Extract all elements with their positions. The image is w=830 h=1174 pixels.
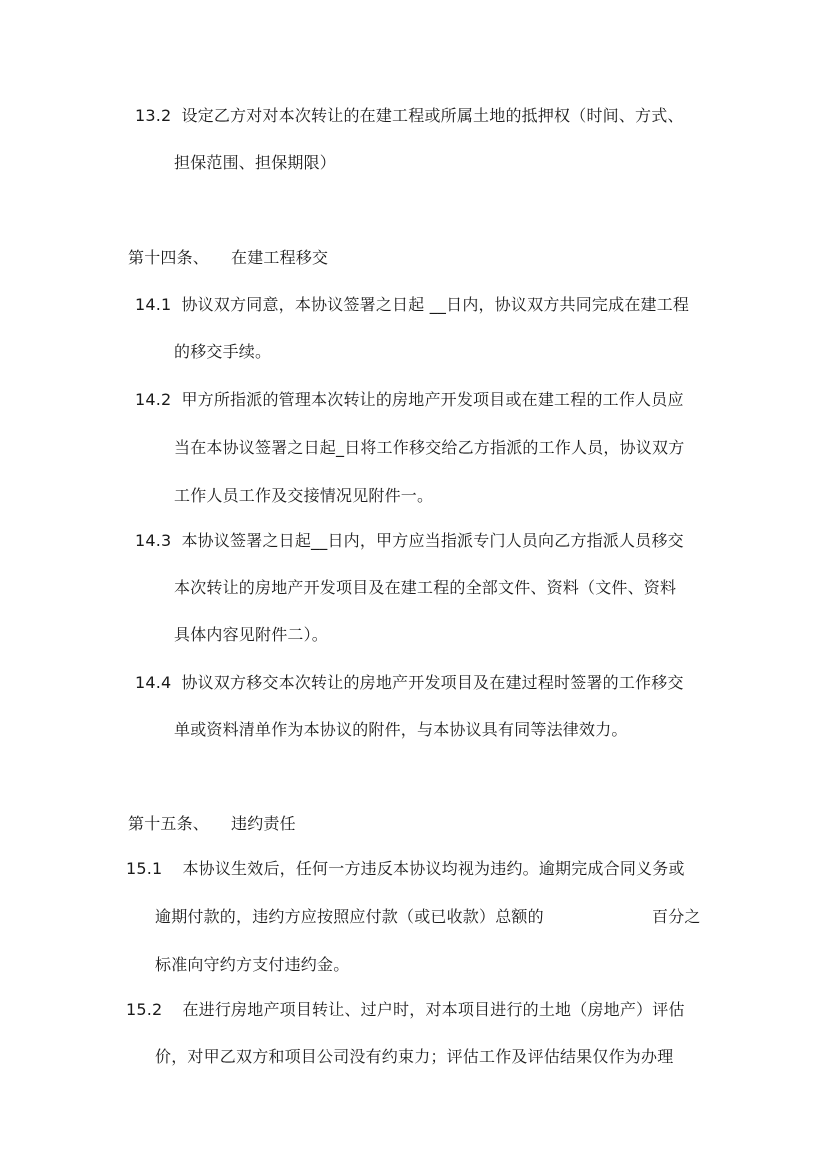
clause-number: 13.2 [135, 106, 172, 125]
article-title: 在建工程移交 [231, 248, 329, 267]
article-15-heading [128, 814, 296, 834]
clause-number: 14.4 [135, 673, 172, 692]
article-14-heading [128, 248, 328, 268]
clause-text: 甲方所指派的管理本次转让的房地产开发项目或在建工程的工作人员应 [181, 390, 684, 409]
clause-13-2-line-2: 担保范围、担保期限） [174, 153, 337, 172]
article-number: 第十四条、 [128, 248, 210, 267]
clause-15-1-line-2b: 百分之 [652, 907, 701, 926]
clause-14-3-line-1 [135, 531, 684, 551]
clause-14-2-line-3: 工作人员工作及交接情况见附件一。 [174, 486, 434, 505]
watermark [273, 331, 359, 435]
clause-number: 14.3 [135, 531, 172, 550]
clause-14-3-line-3: 具体内容见附件二）。 [174, 625, 329, 644]
clause-text: 本协议签署之日起__日内，甲方应当指派专门人员向乙方指派人员移交 [181, 531, 684, 550]
clause-14-3-line-2: 本次转让的房地产开发项目及在建工程的全部文件、资料（文件、资料 [174, 578, 677, 597]
clause-14-1-line-1 [135, 295, 689, 315]
clause-text: 设定乙方对对本次转让的在建工程或所属土地的抵押权（时间、方式、 [181, 106, 684, 125]
clause-15-1-line-2a: 逾期付款的，违约方应按照应付款（或已收款）总额的 [155, 907, 544, 926]
clause-number: 15.2 [126, 1000, 163, 1019]
clause-number: 14.2 [135, 390, 172, 409]
clause-15-2-line-2: 价，对甲乙双方和项目公司没有约束力；评估工作及评估结果仅作为办理 [155, 1047, 674, 1066]
clause-number: 15.1 [126, 859, 163, 878]
clause-15-1-line-3: 标准向守约方支付违约金。 [155, 955, 350, 974]
clause-15-1-line-1 [126, 859, 685, 879]
clause-14-4-line-1 [135, 673, 684, 693]
clause-text: 本协议生效后，任何一方违反本协议均视为违约。逾期完成合同义务或 [182, 859, 685, 878]
article-number: 第十五条、 [128, 814, 210, 833]
clause-text: 在进行房地产项目转让、过户时，对本项目进行的土地（房地产）评估 [182, 1000, 685, 1019]
clause-14-4-line-2: 单或资料清单作为本协议的附件，与本协议具有同等法律效力。 [174, 720, 628, 739]
clause-number: 14.1 [135, 295, 172, 314]
clause-14-2-line-1 [135, 390, 684, 410]
clause-14-1-line-2: 的移交手续。 [174, 342, 272, 361]
clause-text: 协议双方同意，本协议签署之日起 __日内，协议双方共同完成在建工程 [181, 295, 690, 314]
clause-text: 协议双方移交本次转让的房地产开发项目及在建过程时签署的工作移交 [181, 673, 684, 692]
clause-14-2-line-2: 当在本协议签署之日起_日将工作移交给乙方指派的工作人员，协议双方 [174, 438, 685, 457]
clause-15-2-line-1 [126, 1000, 685, 1020]
clause-13-2-line-1 [135, 106, 684, 126]
article-title: 违约责任 [231, 814, 296, 833]
